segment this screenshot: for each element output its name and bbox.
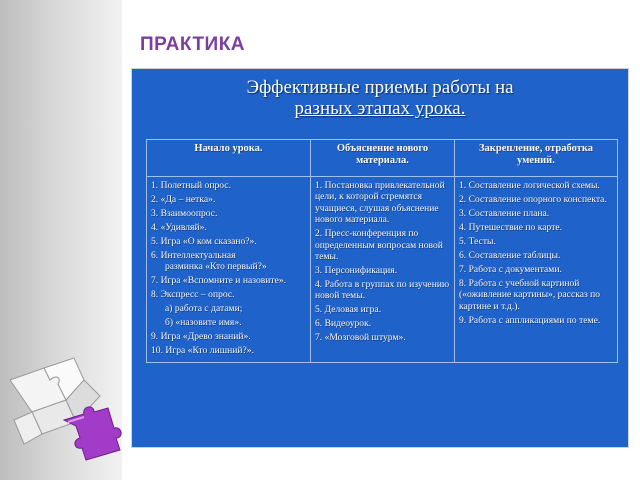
list-item: 4. Путешествие по карте.: [459, 222, 563, 233]
slide-title-line1: Эффективные приемы работы на: [246, 77, 514, 98]
header-consolidation: Закрепление, отработка умений.: [455, 140, 618, 177]
list-item: 3. Взаимоопрос.: [151, 208, 218, 219]
slide-image: [131, 68, 629, 448]
list-item: 1. Составление логической схемы.: [459, 180, 600, 191]
list-item: 7. Игра «Вспомните и назовите».: [151, 275, 287, 287]
slide-title-line2: разных этапах урока.: [294, 98, 466, 119]
list-item: 7. Работа с документами.: [459, 264, 562, 275]
page-title: ПРАКТИКА: [140, 34, 246, 55]
list-item: 6. Видеоурок.: [315, 318, 372, 330]
list-item: 6. Составление таблицы.: [459, 250, 561, 261]
list-item: 4. «Удивляй».: [151, 222, 207, 233]
list-item: 5. Деловая игра.: [315, 304, 382, 316]
list-item: 1. Полетный опрос.: [151, 180, 231, 191]
list-item: а) работа с датами;: [165, 303, 243, 315]
list-item: 4. Работа в группах по изучению новой темы.: [315, 279, 450, 302]
slide-title: [132, 77, 628, 119]
list-item: 2. Пресс-конференция по определенным вопросам новой темы.: [315, 228, 443, 263]
list-item: 9. Работа с аппликациями по теме.: [459, 314, 601, 326]
column-new-material: [311, 177, 455, 363]
list-item: 5. Тесты.: [459, 236, 496, 247]
list-item: разминка «Кто первый?»: [165, 261, 267, 273]
list-item: б) «назовите имя».: [165, 317, 242, 329]
list-item: 3. Составление плана.: [459, 208, 550, 219]
list-item: 8. Работа с учебной картиной («оживление картины», рассказ по картине и т.д.).: [459, 278, 601, 312]
list-item: 1. Постановка привлекательной цели, к которой стремятся учащиеся, слушая объяснение нового материала.: [315, 180, 445, 226]
column-consolidation: [455, 177, 618, 363]
column-lesson-start: [147, 177, 311, 363]
header-new-material: Объяснение нового материала.: [311, 140, 455, 177]
list-item: 10. Игра «Кто лишний?».: [151, 345, 254, 357]
list-item: 9. Игра «Древо знаний».: [151, 331, 251, 343]
list-item: 7. «Мозговой штурм».: [315, 332, 406, 344]
table-header-row: [147, 140, 618, 177]
table-row: [147, 177, 618, 363]
list-item: 5. Игра «О ком сказано?».: [151, 236, 257, 247]
header-lesson-start: Начало урока.: [147, 140, 311, 177]
list-item: 3. Персонификация.: [315, 265, 398, 277]
list-item: 2. Составление опорного конспекта.: [459, 194, 607, 205]
list-item: 2. «Да – нетка».: [151, 194, 216, 205]
puzzle-pieces-icon: [4, 350, 126, 472]
list-item: 6. Интеллектуальная: [151, 250, 236, 261]
list-item: 8. Экспресс – опрос.: [151, 289, 235, 301]
lesson-stages-table: [146, 139, 618, 363]
